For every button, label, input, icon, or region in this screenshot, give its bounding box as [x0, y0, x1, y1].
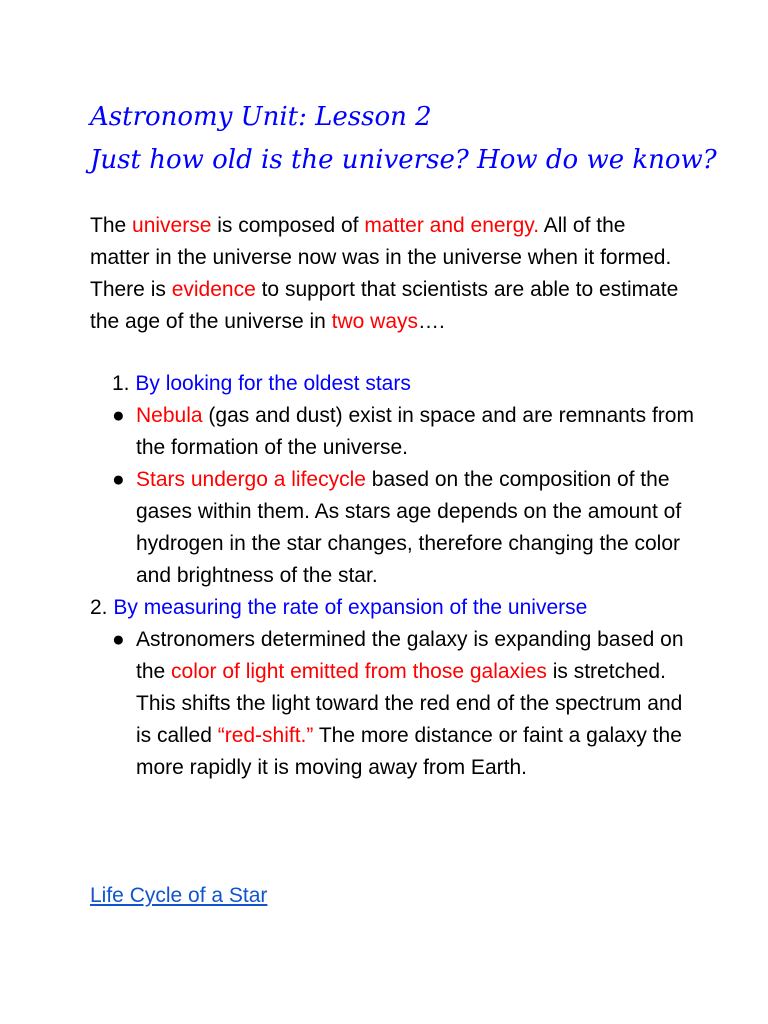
- intro-paragraph: [90, 210, 690, 338]
- bullet-icon: ●: [112, 628, 125, 651]
- list-item-heading: By looking for the oldest stars: [135, 372, 411, 395]
- bullet-item: [90, 400, 700, 464]
- intro-text: to support that scientists are able to estimate the age of the universe in: [90, 278, 679, 333]
- list-item-1-heading: [90, 368, 700, 400]
- bullet-highlight: Stars undergo a lifecycle: [136, 468, 366, 491]
- intro-text: All of the matter in the universe now was in the universe when it formed. There is: [90, 214, 672, 301]
- bullet-highlight: color of light emitted from those galaxies: [171, 660, 547, 683]
- bullet-text: is stretched. This shifts the light toward the red end of the spectrum and is called: [136, 660, 683, 747]
- intro-highlight-evidence: evidence: [171, 278, 256, 301]
- intro-highlight-two-ways: two ways: [331, 310, 419, 333]
- bullet-item: [90, 464, 700, 592]
- list-number: 1.: [112, 372, 130, 395]
- intro-highlight-matter-energy: matter and energy.: [364, 214, 540, 237]
- bullet-text: based on the composition of the gases within them. As stars age depends on the amount of hydrogen in the star changes, therefore changing the color and brightness of the star.: [136, 468, 682, 587]
- bullet-text: (gas and dust) exist in space and are remnants from the formation of the universe.: [136, 404, 694, 459]
- title-line-1: Astronomy Unit: Lesson 2: [90, 102, 432, 132]
- list-number: 2.: [90, 596, 108, 619]
- evidence-list: [90, 368, 700, 784]
- bullet-highlight: Nebula: [136, 404, 203, 427]
- bullet-icon: ●: [112, 468, 125, 491]
- intro-text: ….: [418, 310, 445, 333]
- life-cycle-link[interactable]: Life Cycle of a Star: [90, 884, 268, 907]
- intro-text: The: [90, 214, 133, 237]
- lesson-title: [90, 96, 730, 182]
- bullet-item: [90, 624, 700, 784]
- bullet-text: The more distance or faint a galaxy the more rapidly it is moving away from Earth.: [136, 724, 682, 779]
- title-line-2: Just how old is the universe? How do we know?: [90, 145, 717, 175]
- bullet-text: Astronomers determined the galaxy is expanding based on the: [136, 628, 684, 683]
- bullet-icon: ●: [112, 404, 125, 427]
- list-item-heading: By measuring the rate of expansion of the universe: [113, 596, 588, 619]
- intro-highlight-universe: universe: [132, 214, 212, 237]
- bullet-highlight: “red-shift.”: [217, 724, 314, 747]
- intro-text: is composed of: [211, 214, 365, 237]
- list-item-2-heading: [90, 592, 700, 624]
